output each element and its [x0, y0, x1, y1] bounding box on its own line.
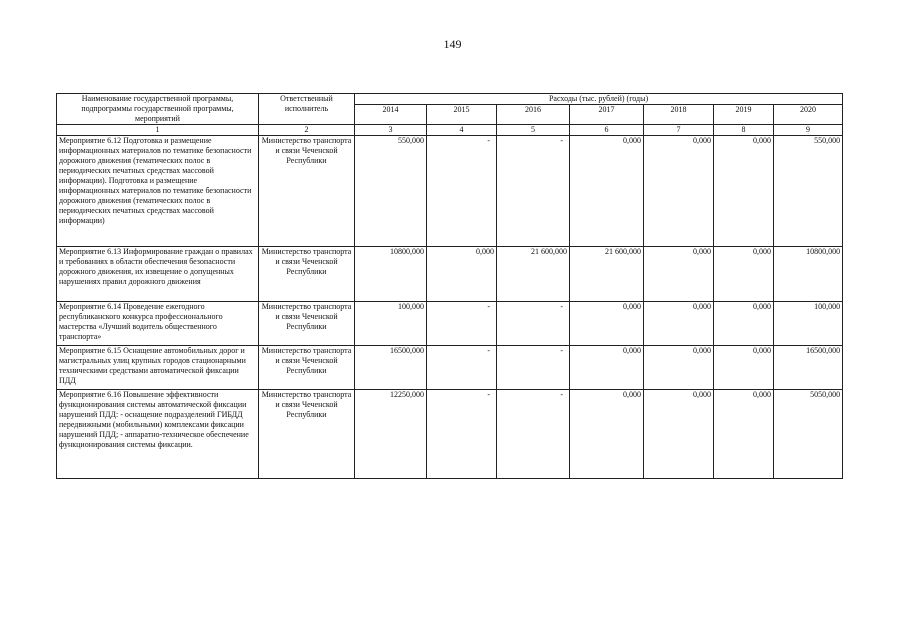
table-row: [57, 136, 843, 247]
executor: Министерство транспорта и связи Чеченской Республики: [259, 247, 355, 302]
header-executor-column: Ответственный исполнитель: [259, 94, 355, 125]
value-cell: 0,000: [644, 390, 714, 479]
column-number: 8: [714, 125, 774, 136]
table-row: [57, 346, 843, 390]
measure-name: Мероприятие 6.15 Оснащение автомобильных дорог и магистральных улиц крупных городов стационарными техническими средствами автоматической фиксации ПДД: [57, 346, 259, 390]
value-cell: -: [427, 346, 497, 390]
value-cell: 10800,000: [355, 247, 427, 302]
page-number: 149: [443, 37, 462, 51]
value-cell: 0,000: [714, 302, 774, 346]
value-cell: -: [427, 390, 497, 479]
value-cell: 0,000: [644, 136, 714, 247]
value-cell: 12250,000: [355, 390, 427, 479]
value-cell: 0,000: [570, 390, 644, 479]
header-year: 2018: [644, 105, 714, 125]
table-row: [57, 247, 843, 302]
value-cell: 0,000: [714, 136, 774, 247]
measure-name: Мероприятие 6.16 Повышение эффективности функционирования системы автоматической фиксации нарушений ПДД: - оснащение подразделений ГИБДД передвижными (мобильными) комплексами фиксации нарушений ПДД; - аппаратно-техническое обеспечение функционирования системы фиксации.: [57, 390, 259, 479]
header-name-column: Наименование государственной программы, подпрограммы государственной программы, мероприятий: [57, 94, 259, 125]
executor: Министерство транспорта и связи Чеченской Республики: [259, 136, 355, 247]
value-cell: 21 600,000: [570, 247, 644, 302]
measure-name: Мероприятие 6.12 Подготовка и размещение информационных материалов по тематике безопасности дорожного движения (тематических полос в периодических печатных средствах массовой информации). Подготовка и размещение информационных материалов по тематике безопасности дорожного движения (тематических полос в периодических печатных средствах массовой информации): [57, 136, 259, 247]
value-cell: 0,000: [714, 390, 774, 479]
table-row: [57, 302, 843, 346]
value-cell: -: [497, 390, 570, 479]
column-number: 3: [355, 125, 427, 136]
value-cell: 0,000: [714, 346, 774, 390]
column-number: 7: [644, 125, 714, 136]
column-number: 5: [497, 125, 570, 136]
header-year: 2014: [355, 105, 427, 125]
value-cell: 0,000: [644, 302, 714, 346]
value-cell: 10800,000: [774, 247, 843, 302]
value-cell: 0,000: [644, 247, 714, 302]
value-cell: 550,000: [774, 136, 843, 247]
value-cell: 0,000: [570, 136, 644, 247]
executor: Министерство транспорта и связи Чеченской Республики: [259, 346, 355, 390]
value-cell: 0,000: [570, 346, 644, 390]
column-number: 6: [570, 125, 644, 136]
value-cell: -: [427, 302, 497, 346]
value-cell: 550,000: [355, 136, 427, 247]
column-number: 2: [259, 125, 355, 136]
column-number: 4: [427, 125, 497, 136]
value-cell: 16500,000: [774, 346, 843, 390]
value-cell: 0,000: [427, 247, 497, 302]
column-number: 9: [774, 125, 843, 136]
header-year: 2015: [427, 105, 497, 125]
measure-name: Мероприятие 6.13 Информирование граждан о правилах и требованиях в области обеспечения безопасности дорожного движения, их извещение о допущенных нарушениях правил дорожного движения: [57, 247, 259, 302]
measure-name: Мероприятие 6.14 Проведение ежегодного республиканского конкурса профессионального мастерства «Лучший водитель общественного транспорта»: [57, 302, 259, 346]
value-cell: -: [497, 302, 570, 346]
value-cell: 0,000: [714, 247, 774, 302]
value-cell: 100,000: [355, 302, 427, 346]
header-year: 2019: [714, 105, 774, 125]
column-number: 1: [57, 125, 259, 136]
value-cell: -: [497, 136, 570, 247]
header-expenses: Расходы (тыс. рублей) (годы): [355, 94, 843, 105]
value-cell: -: [427, 136, 497, 247]
value-cell: 100,000: [774, 302, 843, 346]
executor: Министерство транспорта и связи Чеченской Республики: [259, 302, 355, 346]
header-year: 2017: [570, 105, 644, 125]
header-year: 2016: [497, 105, 570, 125]
value-cell: 0,000: [644, 346, 714, 390]
value-cell: 21 600,000: [497, 247, 570, 302]
value-cell: 5050,000: [774, 390, 843, 479]
value-cell: -: [497, 346, 570, 390]
executor: Министерство транспорта и связи Чеченской Республики: [259, 390, 355, 479]
header-year: 2020: [774, 105, 843, 125]
table-row: [57, 390, 843, 479]
value-cell: 0,000: [570, 302, 644, 346]
value-cell: 16500,000: [355, 346, 427, 390]
budget-table: [56, 93, 843, 479]
